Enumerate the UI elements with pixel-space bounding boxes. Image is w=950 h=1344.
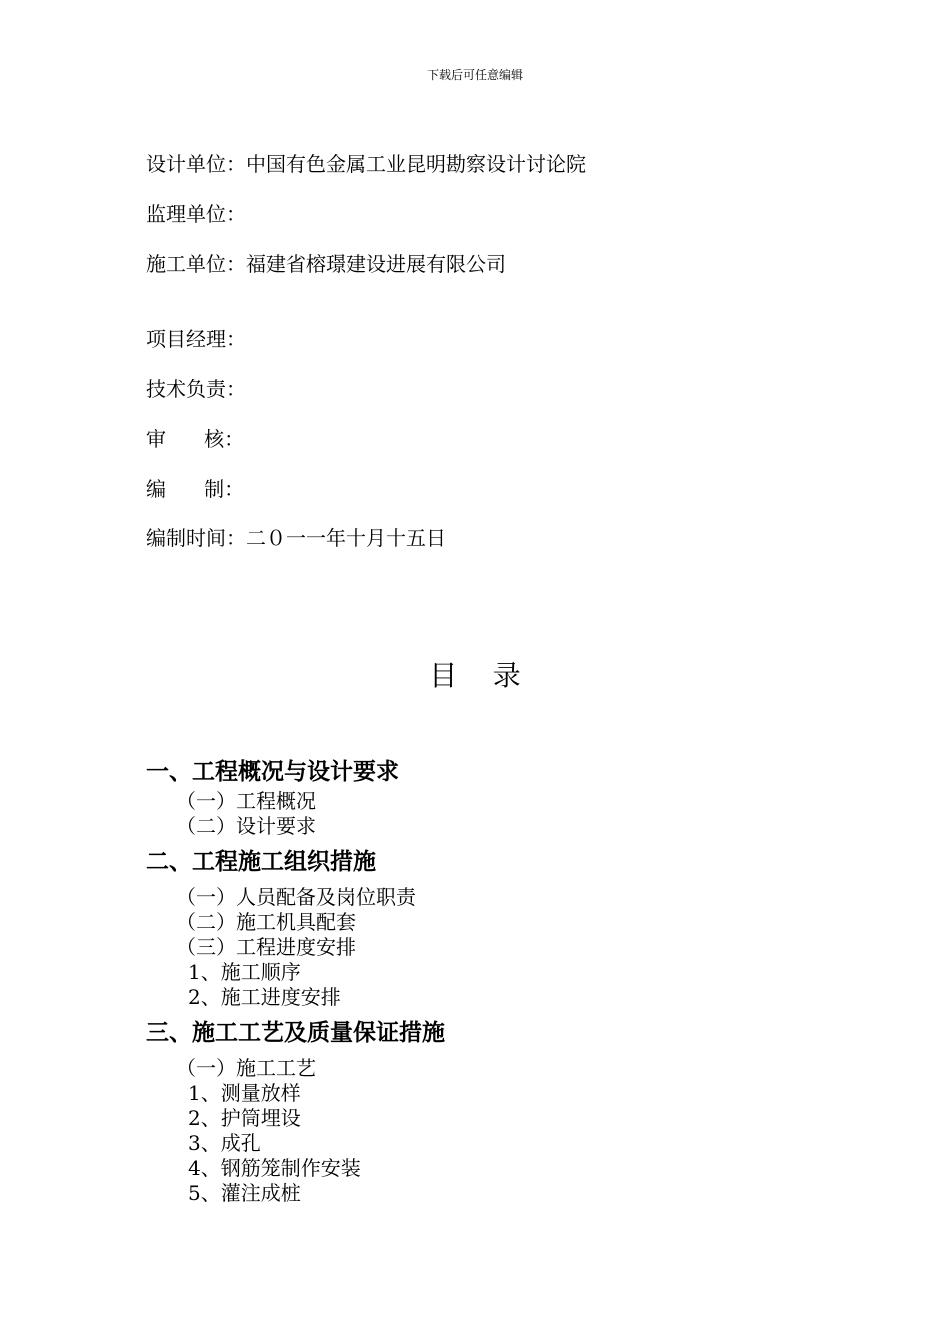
reviewer-line: 审 核：: [146, 427, 245, 451]
project-manager-line: 项目经理：: [146, 327, 246, 351]
toc-section-title: 一、工程概况与设计要求: [146, 759, 399, 785]
toc-numbered-item: 3、成孔: [188, 1131, 261, 1155]
supervision-unit-line: 监理单位：: [146, 202, 246, 226]
toc-numbered-item: 2、护筒埋设: [188, 1106, 301, 1130]
toc-subsection: （三）工程进度安排: [176, 935, 356, 959]
table-of-contents: [146, 755, 846, 1206]
header-note: 下载后可任意编辑: [426, 68, 523, 82]
toc-title: 目 录: [429, 659, 521, 692]
toc-section-title: 三、施工工艺及质量保证措施: [146, 1020, 445, 1046]
toc-subsection: （一）人员配备及岗位职责: [176, 885, 416, 909]
compile-date-line: 编制时间：二０一一年十月十五日: [146, 526, 446, 550]
construction-unit-line: 施工单位：福建省榕璟建设进展有限公司: [146, 252, 506, 276]
toc-numbered-item: 4、钢筋笼制作安装: [188, 1156, 361, 1180]
toc-numbered-item: 5、灌注成桩: [188, 1181, 301, 1205]
toc-numbered-item: 1、施工顺序: [188, 960, 301, 984]
toc-numbered-item: 1、测量放样: [188, 1081, 301, 1105]
toc-numbered-item: 2、施工进度安排: [188, 985, 341, 1009]
design-unit-line: 设计单位：中国有色金属工业昆明勘察设计讨论院: [146, 152, 586, 176]
toc-subsection: （二）施工机具配套: [176, 910, 356, 934]
compiler-line: 编 制：: [146, 477, 245, 501]
tech-lead-line: 技术负责：: [146, 377, 246, 401]
toc-subsection: （一）工程概况: [176, 789, 316, 813]
toc-subsection: （二）设计要求: [176, 814, 316, 838]
toc-section-title: 二、工程施工组织措施: [146, 849, 376, 875]
toc-subsection: （一）施工工艺: [176, 1056, 316, 1080]
